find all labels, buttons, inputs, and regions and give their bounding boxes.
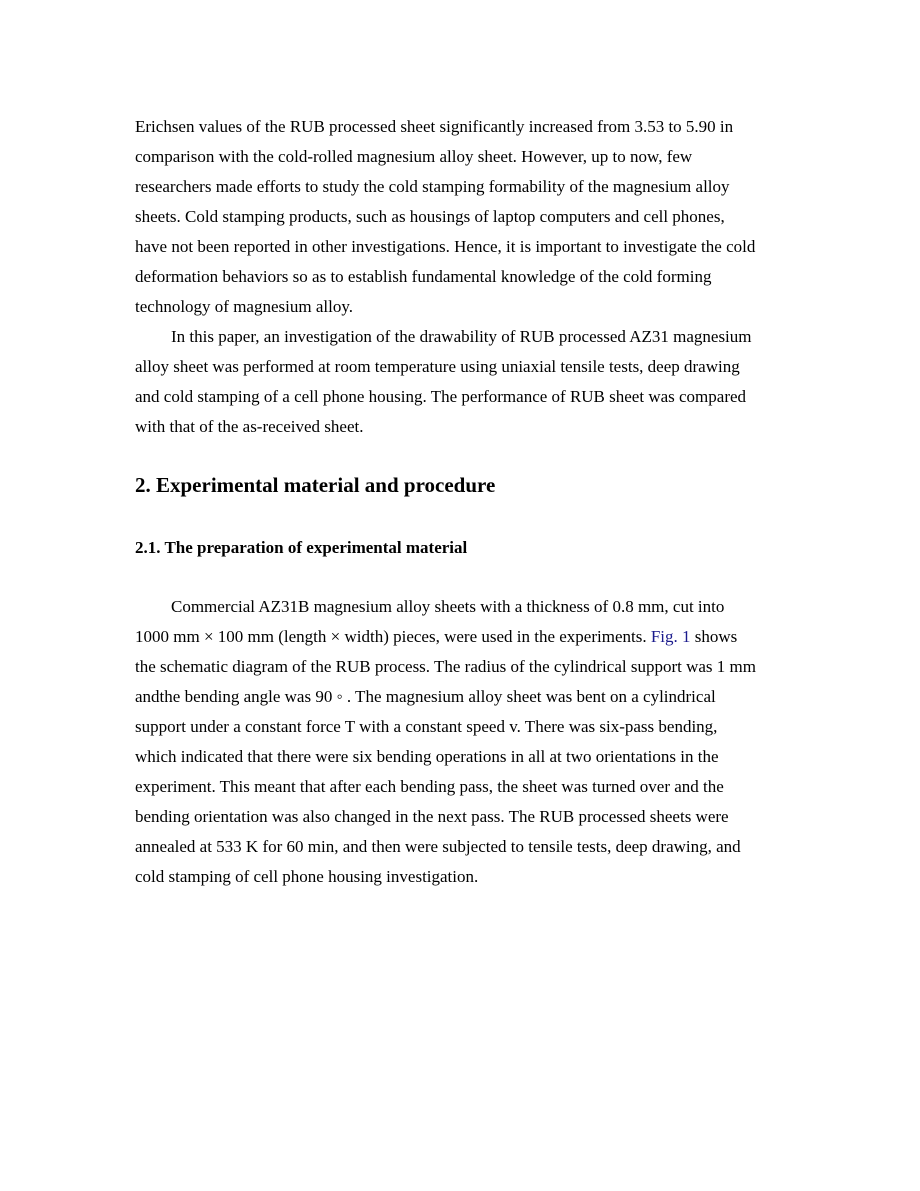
material-preparation-paragraph <box>135 592 756 892</box>
text-line: which indicated that there were six bending operations in all at two orientations in the <box>135 747 719 766</box>
intro-paragraph-continued <box>135 112 755 322</box>
paper-aim-paragraph <box>135 322 752 442</box>
text-line: bending orientation was also changed in the next pass. The RUB processed sheets were <box>135 807 729 826</box>
text-line: andthe bending angle was 90 ◦ . The magnesium alloy sheet was bent on a cylindrical <box>135 687 716 706</box>
text-segment: 1000 mm × 100 mm (length × width) pieces, were used in the experiments. <box>135 627 651 646</box>
subsection-heading: 2.1. The preparation of experimental material <box>135 538 468 557</box>
text-segment: shows <box>690 627 738 646</box>
text-line: have not been reported in other investigations. Hence, it is important to investigate the cold <box>135 237 756 256</box>
text-line: comparison with the cold-rolled magnesium alloy sheet. However, up to now, few <box>135 147 693 166</box>
text-line: and cold stamping of a cell phone housing. The performance of RUB sheet was compared <box>135 387 747 406</box>
text-line: cold stamping of cell phone housing investigation. <box>135 867 479 886</box>
text-line: researchers made efforts to study the cold stamping formability of the magnesium alloy <box>135 177 730 196</box>
text-line: In this paper, an investigation of the drawability of RUB processed AZ31 magnesium <box>171 327 752 346</box>
text-line: sheets. Cold stamping products, such as housings of laptop computers and cell phones, <box>135 207 725 226</box>
text-line: experiment. This meant that after each bending pass, the sheet was turned over and the <box>135 777 724 796</box>
text-line: Commercial AZ31B magnesium alloy sheets with a thickness of 0.8 mm, cut into <box>171 597 725 616</box>
text-line: with that of the as-received sheet. <box>135 417 364 436</box>
text-line: technology of magnesium alloy. <box>135 297 353 316</box>
text-line: Erichsen values of the RUB processed sheet significantly increased from 3.53 to 5.90 in <box>135 117 734 136</box>
text-line: the schematic diagram of the RUB process. The radius of the cylindrical support was 1 mm <box>135 657 756 676</box>
text-line: annealed at 533 K for 60 min, and then were subjected to tensile tests, deep drawing, and <box>135 837 741 856</box>
text-line-with-figure-link <box>135 622 756 652</box>
text-line: deformation behaviors so as to establish fundamental knowledge of the cold forming <box>135 267 712 286</box>
text-line: support under a constant force T with a constant speed v. There was six-pass bending, <box>135 717 718 736</box>
text-line: alloy sheet was performed at room temperature using uniaxial tensile tests, deep drawing <box>135 357 740 376</box>
figure-1-link[interactable]: Fig. 1 <box>650 627 691 646</box>
section-heading: 2. Experimental material and procedure <box>135 473 496 497</box>
